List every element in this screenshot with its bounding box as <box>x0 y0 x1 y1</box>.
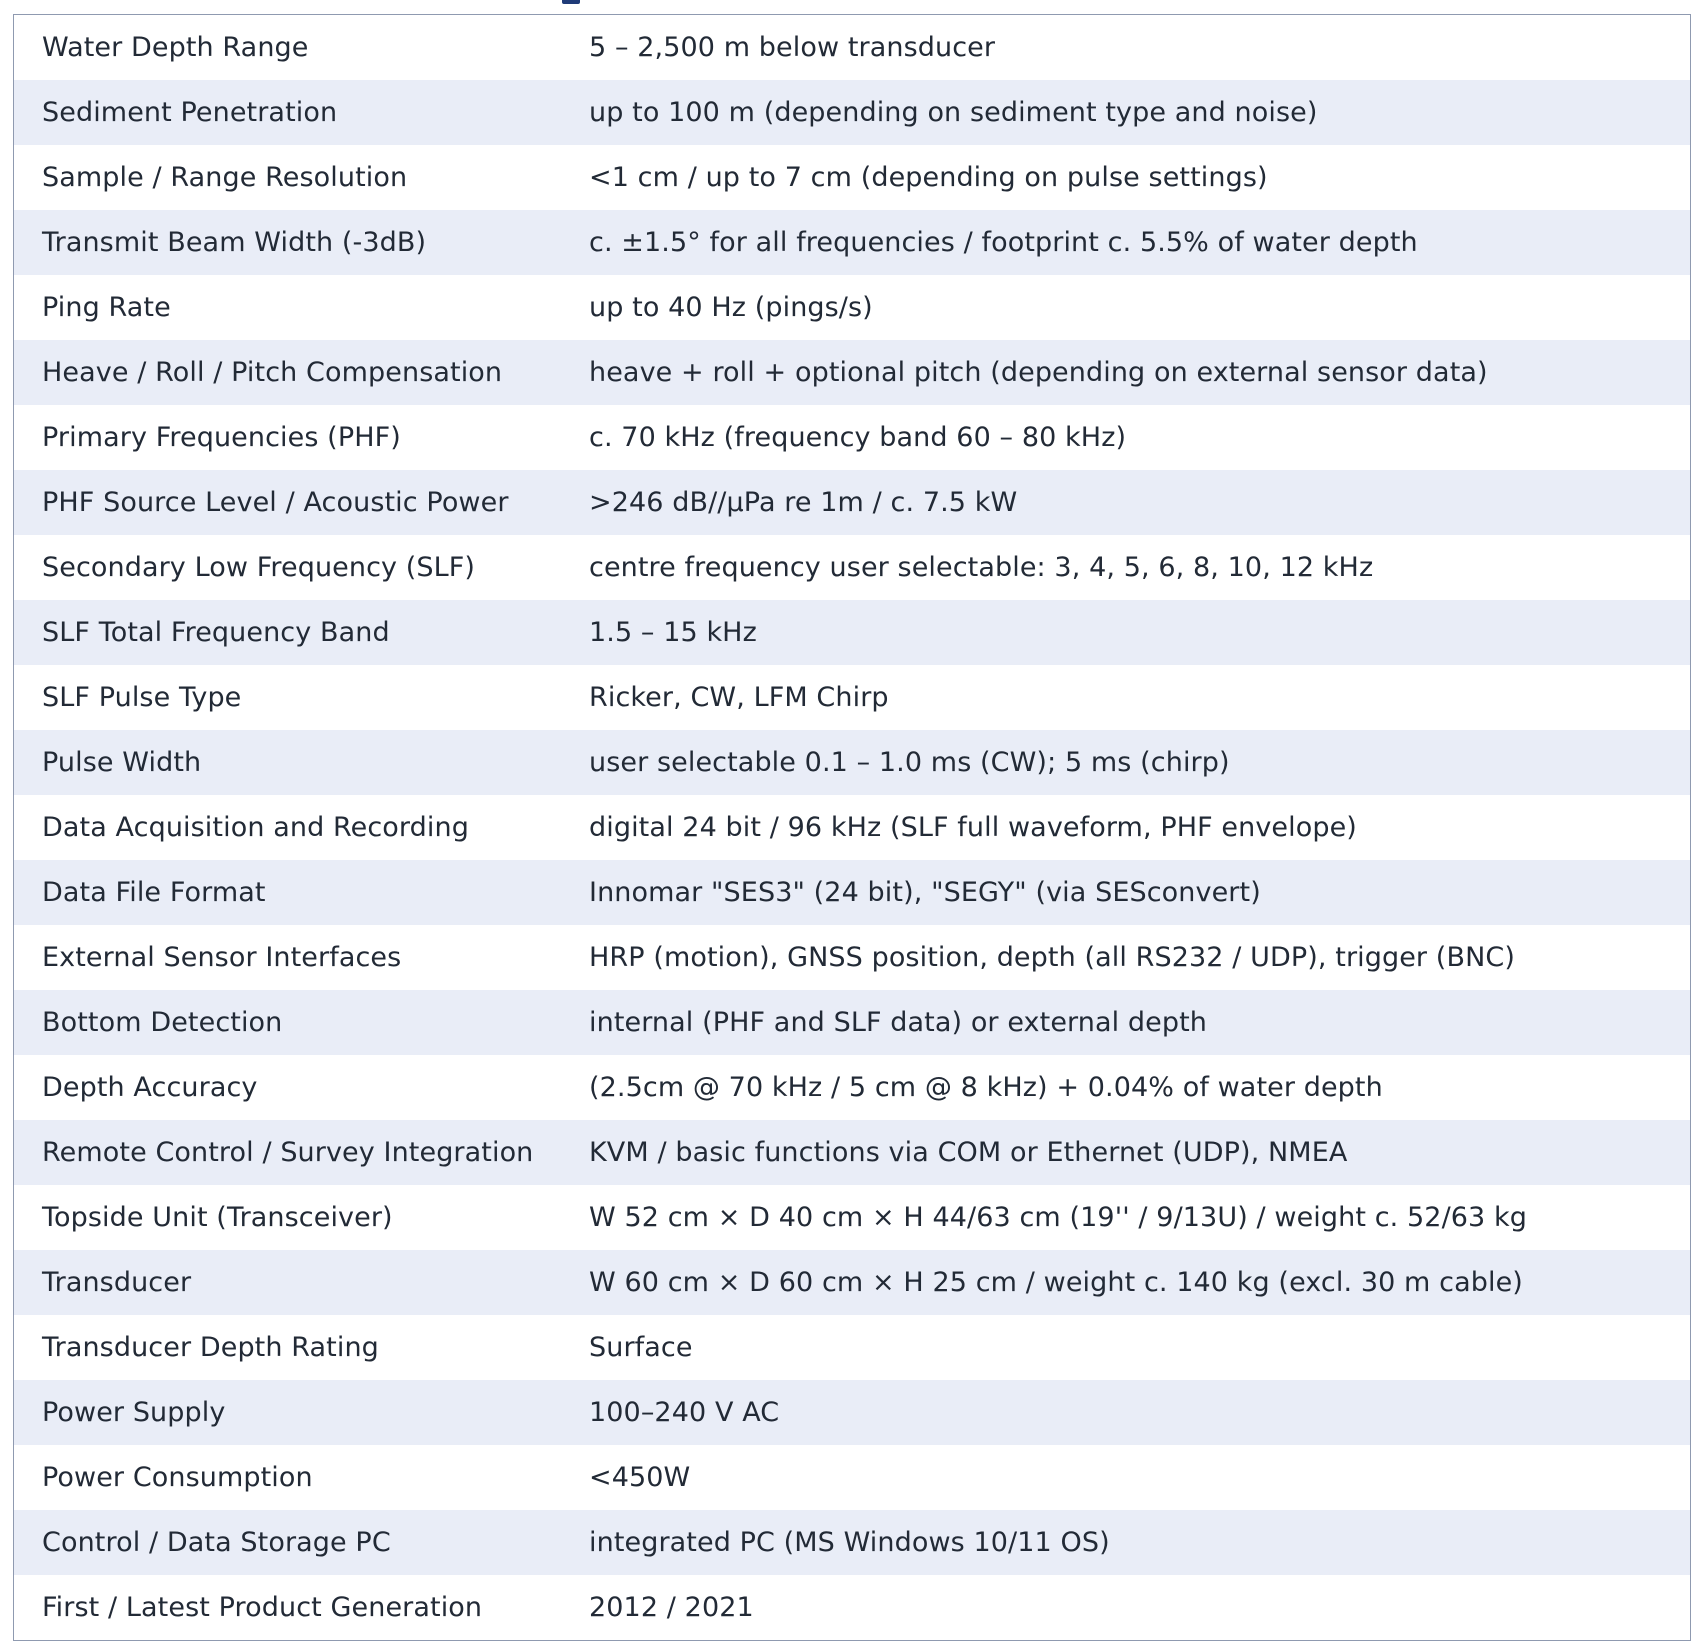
spec-value: <450W <box>589 1462 691 1493</box>
spec-value: up to 100 m (depending on sediment type and noise) <box>589 97 1318 128</box>
spec-label: SLF Total Frequency Band <box>42 617 390 648</box>
table-row <box>14 470 1690 535</box>
spec-label: Heave / Roll / Pitch Compensation <box>42 357 503 388</box>
spec-value: internal (PHF and SLF data) or external depth <box>589 1007 1207 1038</box>
table-row <box>14 1185 1690 1250</box>
table-row <box>14 1315 1690 1380</box>
table-row <box>14 1575 1690 1640</box>
spec-label: Data File Format <box>42 877 266 908</box>
spec-value: >246 dB//μPa re 1m / c. 7.5 kW <box>589 487 1018 518</box>
spec-label: First / Latest Product Generation <box>42 1592 483 1623</box>
spec-value: centre frequency user selectable: 3, 4, 5, 6, 8, 10, 12 kHz <box>589 552 1374 583</box>
spec-value: heave + roll + optional pitch (depending on external sensor data) <box>589 357 1488 388</box>
spec-label: Sediment Penetration <box>42 97 338 128</box>
spec-label: Topside Unit (Transceiver) <box>42 1202 393 1233</box>
spec-label: PHF Source Level / Acoustic Power <box>42 487 509 518</box>
spec-label: Sample / Range Resolution <box>42 162 408 193</box>
spec-value: (2.5cm @ 70 kHz / 5 cm @ 8 kHz) + 0.04% of water depth <box>589 1072 1383 1103</box>
spec-label: Pulse Width <box>42 747 202 778</box>
table-row <box>14 1380 1690 1445</box>
spec-value: Ricker, CW, LFM Chirp <box>589 682 889 713</box>
spec-value: user selectable 0.1 – 1.0 ms (CW); 5 ms (chirp) <box>589 747 1230 778</box>
heading-glyph-fragment <box>562 0 580 4</box>
spec-label: Secondary Low Frequency (SLF) <box>42 552 476 583</box>
spec-label: External Sensor Interfaces <box>42 942 402 973</box>
spec-label: Transducer Depth Rating <box>42 1332 379 1363</box>
spec-value: 5 – 2,500 m below transducer <box>589 32 996 63</box>
table-row <box>14 275 1690 340</box>
table-row <box>14 795 1690 860</box>
spec-value: 1.5 – 15 kHz <box>589 617 757 648</box>
table-row <box>14 730 1690 795</box>
spec-value: digital 24 bit / 96 kHz (SLF full waveform, PHF envelope) <box>589 812 1357 843</box>
spec-value: c. ±1.5° for all frequencies / footprint c. 5.5% of water depth <box>589 227 1418 258</box>
spec-label: Bottom Detection <box>42 1007 283 1038</box>
spec-value: <1 cm / up to 7 cm (depending on pulse settings) <box>589 162 1268 193</box>
spec-label: Control / Data Storage PC <box>42 1527 391 1558</box>
table-row <box>14 340 1690 405</box>
table-row <box>14 210 1690 275</box>
spec-label: Depth Accuracy <box>42 1072 258 1103</box>
table-row <box>14 1055 1690 1120</box>
spec-value: c. 70 kHz (frequency band 60 – 80 kHz) <box>589 422 1127 453</box>
table-row <box>14 665 1690 730</box>
spec-label: Transmit Beam Width (-3dB) <box>42 227 427 258</box>
table-row <box>14 80 1690 145</box>
spec-label: SLF Pulse Type <box>42 682 242 713</box>
spec-value: Surface <box>589 1332 693 1363</box>
spec-value: 100–240 V AC <box>589 1397 780 1428</box>
table-row <box>14 600 1690 665</box>
cropped-heading-fragment <box>14 0 1690 8</box>
table-row <box>14 1445 1690 1510</box>
spec-value: 2012 / 2021 <box>589 1592 754 1623</box>
spec-value: up to 40 Hz (pings/s) <box>589 292 873 323</box>
table-row <box>14 1120 1690 1185</box>
table-row <box>14 405 1690 470</box>
spec-label: Ping Rate <box>42 292 171 323</box>
spec-label: Primary Frequencies (PHF) <box>42 422 401 453</box>
table-row <box>14 15 1690 80</box>
spec-label: Transducer <box>42 1267 192 1298</box>
table-row <box>14 535 1690 600</box>
table-row <box>14 145 1690 210</box>
spec-value: Innomar "SES3" (24 bit), "SEGY" (via SESconvert) <box>589 877 1261 908</box>
table-row <box>14 1250 1690 1315</box>
spec-label: Power Consumption <box>42 1462 313 1493</box>
table-row <box>14 990 1690 1055</box>
spec-label: Water Depth Range <box>42 32 309 63</box>
specifications-table <box>13 14 1691 1641</box>
spec-value: KVM / basic functions via COM or Ethernet (UDP), NMEA <box>589 1137 1348 1168</box>
spec-value: W 60 cm × D 60 cm × H 25 cm / weight c. 140 kg (excl. 30 m cable) <box>589 1267 1523 1298</box>
spec-label: Remote Control / Survey Integration <box>42 1137 534 1168</box>
table-row <box>14 860 1690 925</box>
table-row <box>14 925 1690 990</box>
spec-label: Data Acquisition and Recording <box>42 812 469 843</box>
spec-value: HRP (motion), GNSS position, depth (all RS232 / UDP), trigger (BNC) <box>589 942 1515 973</box>
spec-label: Power Supply <box>42 1397 226 1428</box>
spec-value: W 52 cm × D 40 cm × H 44/63 cm (19'' / 9/13U) / weight c. 52/63 kg <box>589 1202 1527 1233</box>
spec-value: integrated PC (MS Windows 10/11 OS) <box>589 1527 1110 1558</box>
table-row <box>14 1510 1690 1575</box>
